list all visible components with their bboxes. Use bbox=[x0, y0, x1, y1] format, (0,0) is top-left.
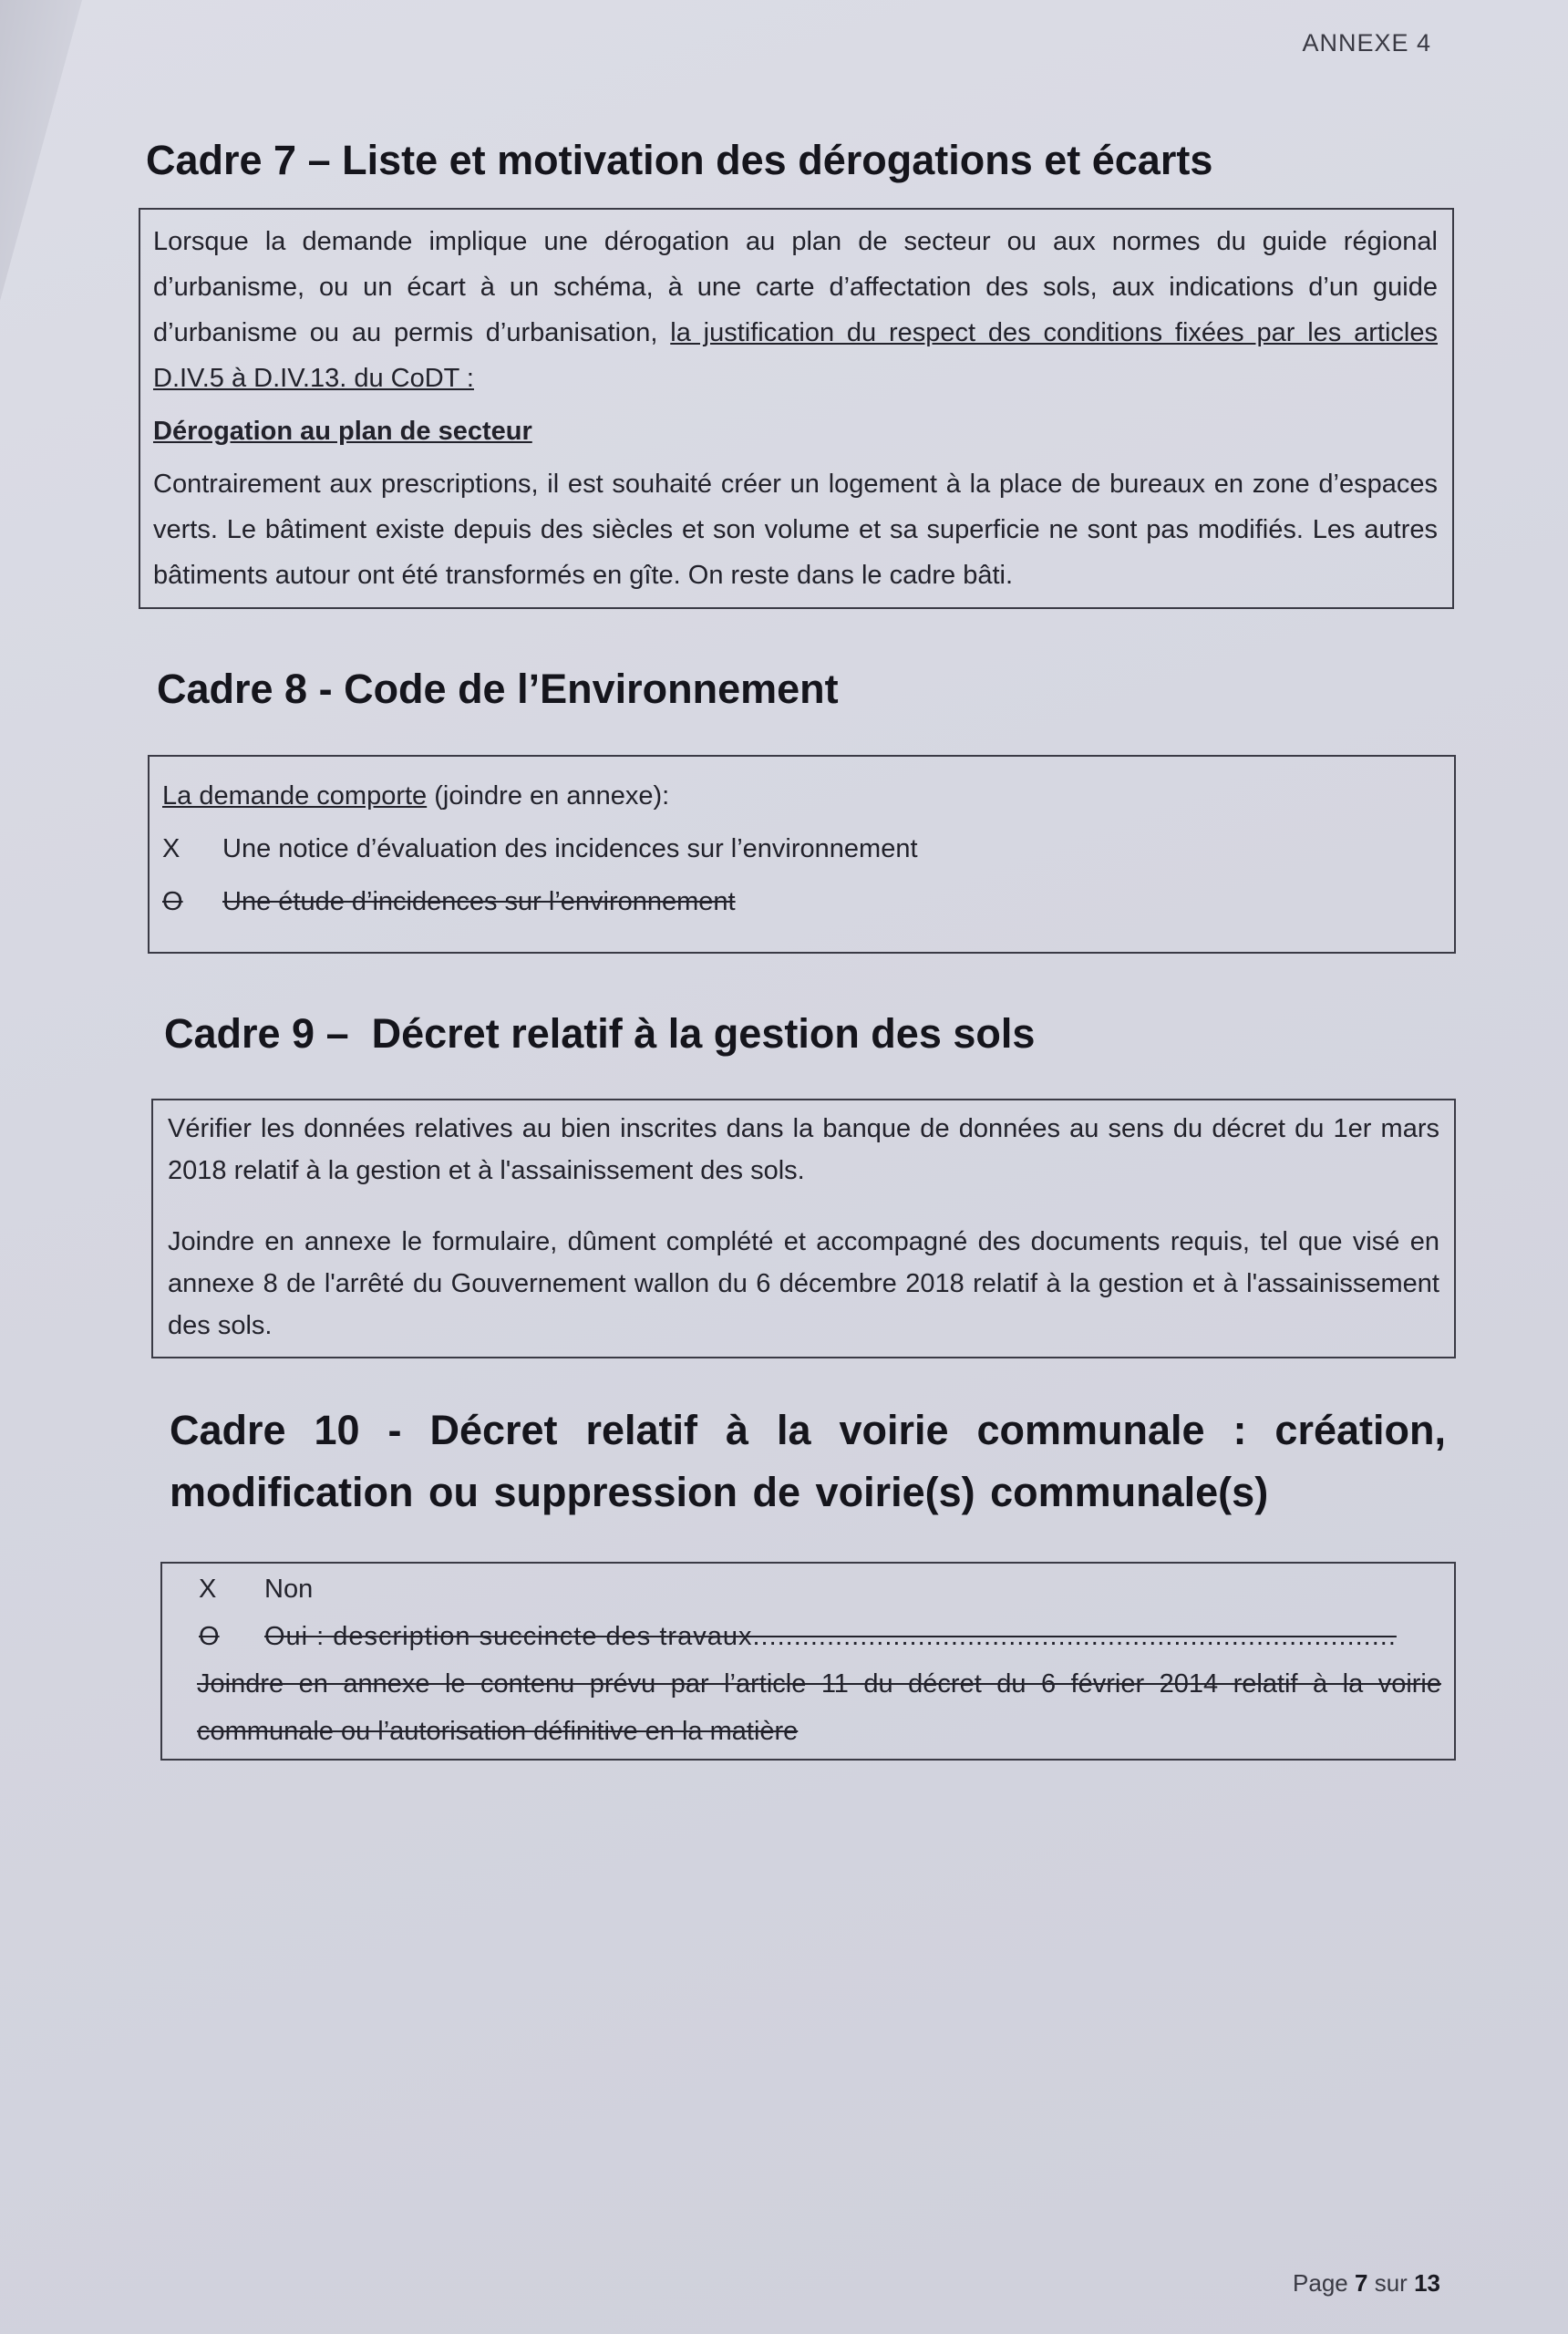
cadre10-note: Joindre en annexe le contenu prévu par l’article 11 du décret du 6 février 2014 relatif à la voirie communale ou l’autorisation définitive en la matière bbox=[197, 1669, 1441, 1746]
cadre8-option2 bbox=[162, 879, 1439, 924]
cadre9-paragraph2: Joindre en annexe le formulaire, dûment complété et accompagné des documents requis, tel que visé en annexe 8 de l'arrêté du Gouvernement wallon du 6 décembre 2018 relatif à la gestion et à l'assainissement des sols. bbox=[168, 1227, 1439, 1340]
cadre7-body: Contrairement aux prescriptions, il est souhaité créer un logement à la place de bureaux en zone d’espaces verts. Le bâtiment existe depuis des siècles et son volume et sa superficie ne sont pas modifiés. Les autres bâtiments autour ont été transformés en gîte. On reste dans le cadre bâti. bbox=[153, 470, 1438, 590]
cadre7-box bbox=[139, 208, 1454, 609]
folded-page-corner bbox=[0, 0, 82, 301]
annexe-label: ANNEXE 4 bbox=[1302, 29, 1431, 57]
cadre7-intro bbox=[153, 219, 1438, 401]
page-number-label: Page bbox=[1293, 2269, 1348, 2297]
cadre9-paragraph1: Vérifier les données relatives au bien inscrites dans la banque de données au sens du décret du 1er mars 2018 relatif à la gestion et à l'assainissement des sols. bbox=[168, 1114, 1439, 1185]
cadre8-option1-label: Une notice d’évaluation des incidences sur l’environnement bbox=[222, 834, 918, 863]
cadre7-title: Cadre 7 – Liste et motivation des dérogations et écarts bbox=[146, 137, 1213, 183]
checked-mark: X bbox=[162, 834, 181, 863]
cadre7-subtitle: Dérogation au plan de secteur bbox=[153, 417, 532, 446]
cadre8-intro bbox=[162, 773, 1439, 819]
page-number-separator: sur bbox=[1374, 2269, 1408, 2297]
cadre10-box bbox=[160, 1562, 1456, 1761]
page-number-total: 13 bbox=[1414, 2269, 1440, 2297]
unchecked-mark: O bbox=[199, 1622, 220, 1651]
cadre7-intro-text: Lorsque la demande implique une dérogation au plan de secteur ou aux normes du guide régional d’urbanisme, ou un écart à un schéma, à une carte d’affectation des sols, aux indications d’un guide d’urbanisme ou au permis d’urbanisation, bbox=[153, 227, 1438, 347]
cadre10-option1-label: Non bbox=[264, 1575, 314, 1604]
cadre10-option2-label: Oui : description succincte des travaux.............................................................................. bbox=[264, 1622, 1397, 1651]
cadre10-title: Cadre 10 - Décret relatif à la voirie communale : création, modification ou suppression de voirie(s) communale(s) bbox=[170, 1407, 1446, 1515]
cadre10-option1 bbox=[199, 1565, 1441, 1613]
page-number-current: 7 bbox=[1355, 2269, 1368, 2297]
cadre8-option1 bbox=[162, 826, 1439, 872]
checked-mark: X bbox=[199, 1575, 217, 1604]
cadre8-box bbox=[148, 755, 1456, 954]
page-number bbox=[1293, 2269, 1440, 2298]
cadre10-option2 bbox=[199, 1613, 1441, 1660]
cadre8-intro-underlined: La demande comporte bbox=[162, 781, 428, 811]
cadre8-option2-label: Une étude d’incidences sur l’environnement bbox=[222, 887, 736, 916]
cadre7-intro-underlined: la justification du respect des conditions fixées par les articles D.IV.5 à D.IV.13. du CoDT : bbox=[153, 318, 1438, 393]
cadre8-title: Cadre 8 - Code de l’Environnement bbox=[157, 666, 839, 712]
cadre9-box bbox=[151, 1099, 1456, 1358]
cadre9-title: Cadre 9 – Décret relatif à la gestion des sols bbox=[164, 1010, 1036, 1057]
cadre8-intro-text: (joindre en annexe): bbox=[427, 781, 670, 811]
unchecked-mark: O bbox=[162, 887, 183, 916]
